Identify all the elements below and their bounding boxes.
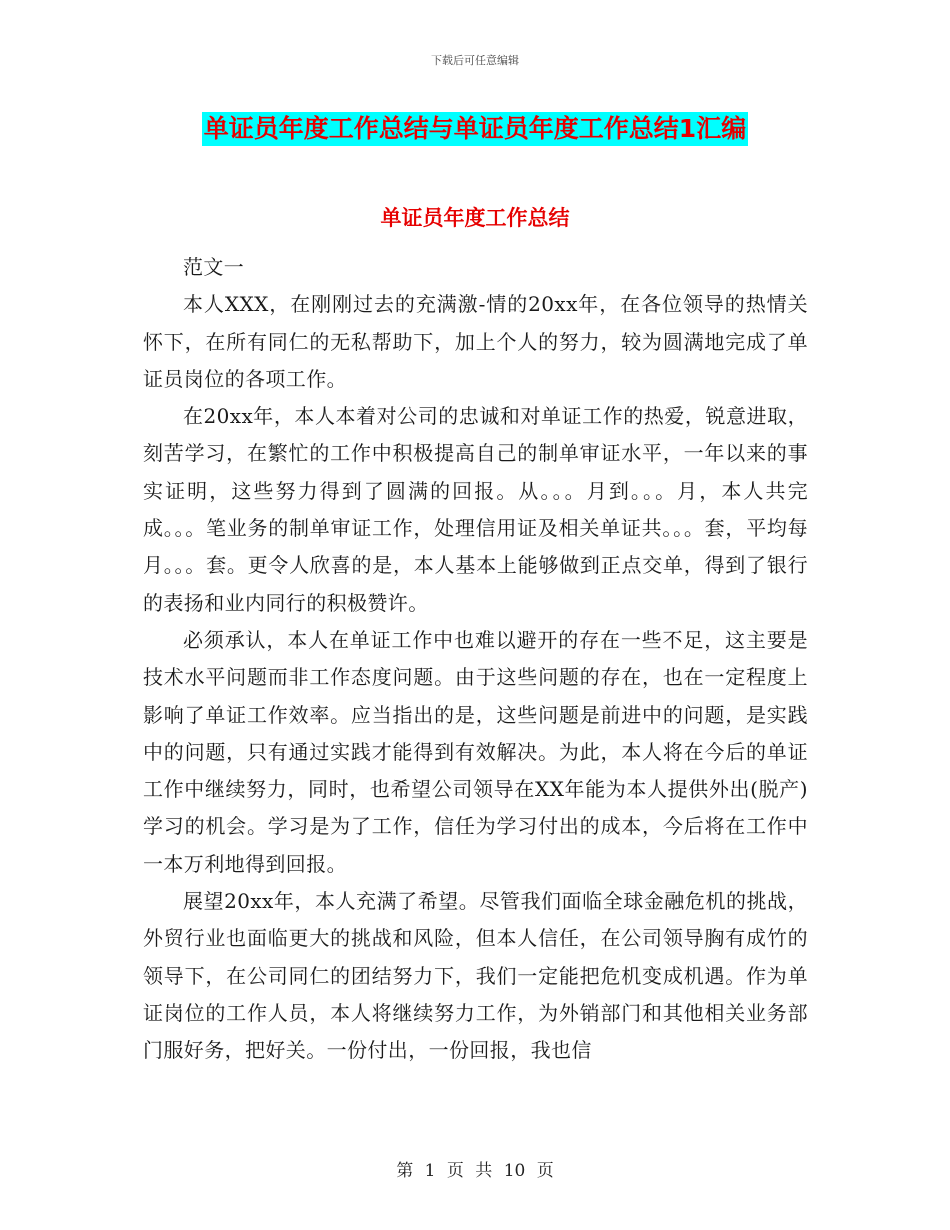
title-container xyxy=(0,112,950,146)
document-subtitle: 单证员年度工作总结 xyxy=(380,206,570,230)
paragraph-3: 必须承认，本人在单证工作中也难以避开的存在一些不足，这主要是技术水平问题而非工作态度问题。由于这些问题的存在，也在一定程度上影响了单证工作效率。应当指出的是，这些问题是前进中的问题，是实践中的问题，只有通过实践才能得到有效解决。为此，本人将在今后的单证工作中继续努力，同时，也希望公司领导在XX年能为本人提供外出(脱产)学习的机会。学习是为了工作，信任为学习付出的成本，今后将在工作中一本万利地得到回报。 xyxy=(143,627,808,876)
sample-label: 范文一 xyxy=(183,255,245,279)
paragraph-1: 本人XXX，在刚刚过去的充满激-情的20xx年，在各位领导的热情关怀下，在所有同仁的无私帮助下，加上个人的努力，较为圆满地完成了单证员岗位的各项工作。 xyxy=(143,292,808,391)
document-body xyxy=(143,249,808,1070)
paragraph-2: 在20xx年，本人本着对公司的忠诚和对单证工作的热爱，锐意进取，刻苦学习，在繁忙的工作中积极提高自己的制单审证水平，一年以来的事实证明，这些努力得到了圆满的回报。从。。。月到。。。月，本人共完成。。。笔业务的制单审证工作，处理信用证及相关单证共。。。套，平均每月。。。套。更令人欣喜的是，本人基本上能够做到正点交单，得到了银行的表扬和业内同行的积极赞许。 xyxy=(143,404,808,615)
document-title: 单证员年度工作总结与单证员年度工作总结1汇编 xyxy=(202,112,748,146)
page-header-note: 下载后可任意编辑 xyxy=(431,54,519,67)
paragraph-4: 展望20xx年，本人充满了希望。尽管我们面临全球金融危机的挑战，外贸行业也面临更大的挑战和风险，但本人信任，在公司领导胸有成竹的领导下，在公司同仁的团结努力下，我们一定能把危机变成机遇。作为单证岗位的工作人员，本人将继续努力工作，为外销部门和其他相关业务部门服好务，把好关。一份付出，一份回报，我也信 xyxy=(143,889,808,1063)
page-number: 第 1 页 共 10 页 xyxy=(396,1161,554,1181)
